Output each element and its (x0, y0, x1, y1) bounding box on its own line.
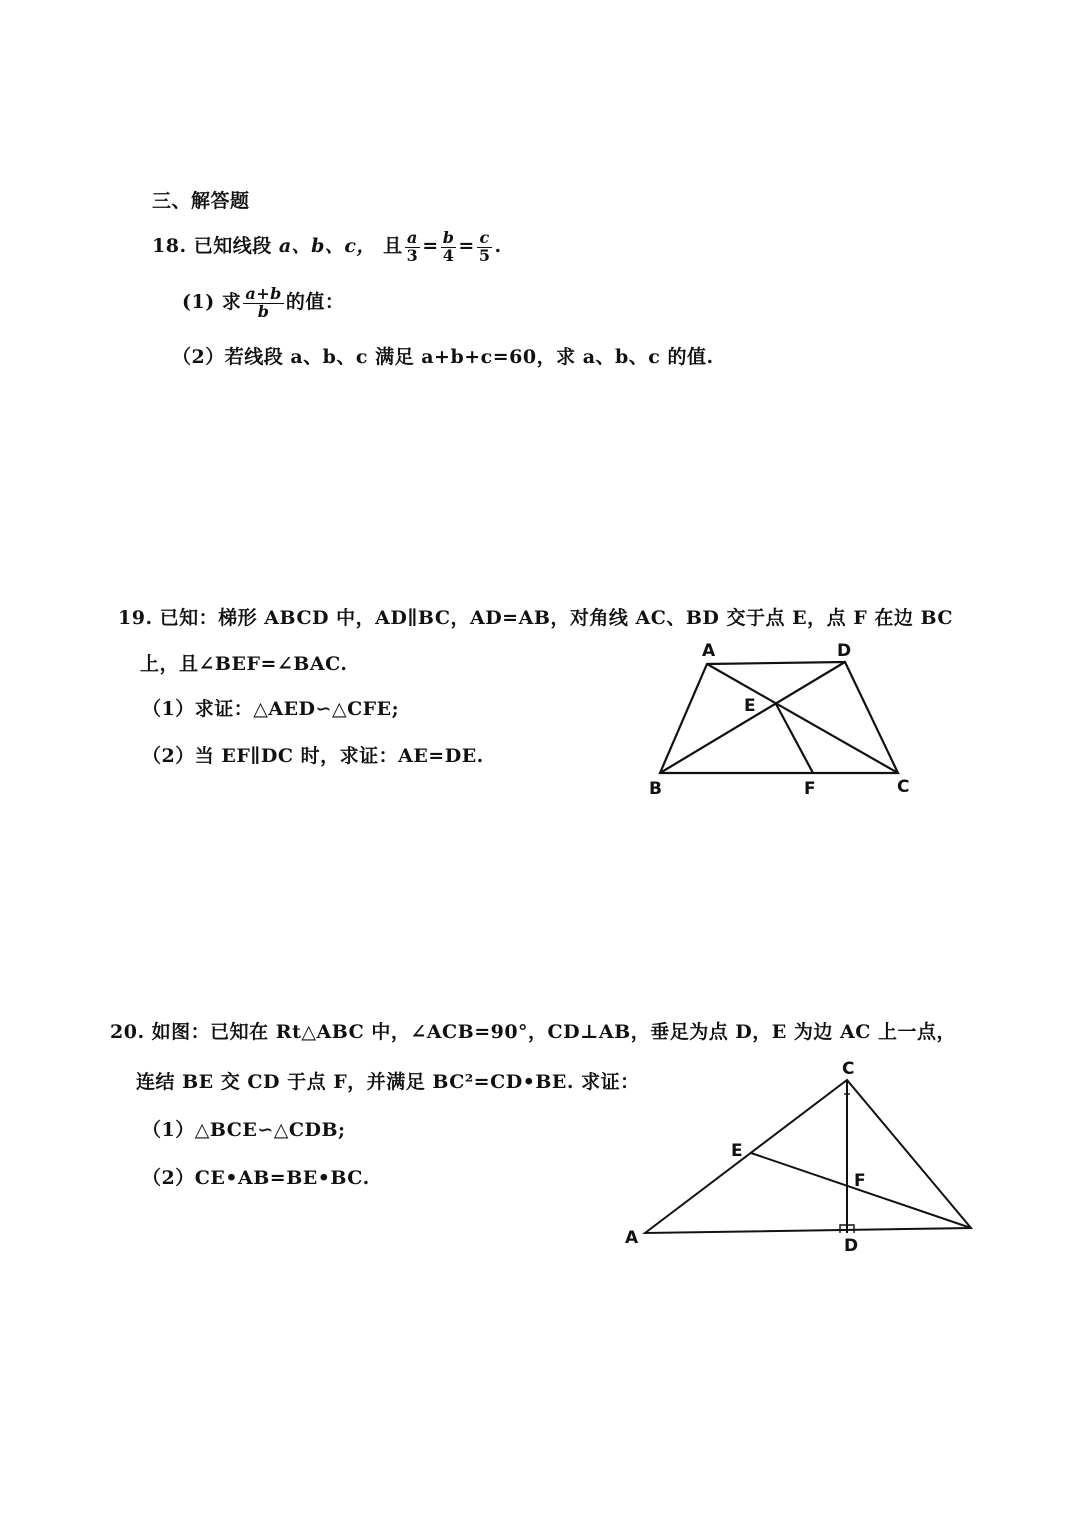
label-e: E (744, 696, 756, 716)
q18-stem-prefix: 已知线段 (193, 235, 272, 257)
equals-sign: = (422, 235, 439, 257)
q20-part1: （1）△BCE∽△CDB; (142, 1119, 346, 1141)
label-d: D (844, 1236, 859, 1256)
q18-part2: （2）若线段 a、b、c 满足 a+b+c=60，求 a、b、c 的值. (172, 346, 714, 368)
equals-sign: = (458, 235, 475, 257)
fraction-b-over-4: $\frac{b}{4}$ (442, 227, 455, 265)
diagonal-bd (660, 662, 845, 773)
q20-line2: 连结 BE 交 CD 于点 F，并满足 BC²=CD•BE. 求证： (136, 1071, 640, 1093)
label-e: E (731, 1141, 743, 1161)
label-c: C (842, 1059, 855, 1079)
fraction-a-over-3: $\frac{a}{3}$ (406, 227, 419, 265)
q18-stem-end: . (494, 235, 502, 257)
label-c: C (897, 777, 910, 797)
q18-stem-mid: 且 (383, 235, 403, 257)
q18-stem (152, 226, 502, 266)
trapezoid-figure (640, 636, 930, 806)
q18-part1-pre: 求 (221, 291, 242, 313)
label-f: F (804, 779, 816, 799)
trapezoid-outline (660, 662, 898, 773)
label-f: F (854, 1171, 866, 1191)
q18-number: 18. (152, 235, 187, 257)
q18-part1-post: 的值： (285, 291, 345, 313)
triangle-abc (645, 1080, 971, 1233)
q20-line1: 20. 如图：已知在 Rt△ABC 中，∠ACB=90°，CD⊥AB，垂足为点 D，E 为边 AC 上一点， (110, 1021, 956, 1043)
label-b: B (649, 779, 662, 799)
label-a: A (625, 1228, 639, 1248)
label-d: D (837, 641, 852, 661)
q19-line1: 19. 已知：梯形 ABCD 中，AD∥BC，AD=AB，对角线 AC、BD 交于点 E，点 F 在边 BC (118, 607, 953, 629)
q19-line2: 上，且∠BEF=∠BAC. (140, 653, 348, 675)
q18-part1-label: (1) (182, 291, 215, 313)
q18-part1 (182, 282, 344, 322)
label-a: A (702, 641, 716, 661)
section-title: 三、解答题 (152, 190, 250, 212)
q18-stem-vars: a、b、c， (278, 235, 376, 257)
diagonal-ac (707, 664, 898, 773)
q19-part1: （1）求证：△AED∽△CFE; (142, 698, 400, 720)
right-triangle-figure (615, 1055, 985, 1260)
q20-part2: （2）CE•AB=BE•BC. (142, 1167, 370, 1189)
fraction-a-plus-b-over-b: $\frac{a+b}{b}$ (245, 283, 282, 321)
q19-part2: （2）当 EF∥DC 时，求证：AE=DE. (142, 745, 484, 767)
fraction-c-over-5: $\frac{c}{5}$ (478, 227, 491, 265)
